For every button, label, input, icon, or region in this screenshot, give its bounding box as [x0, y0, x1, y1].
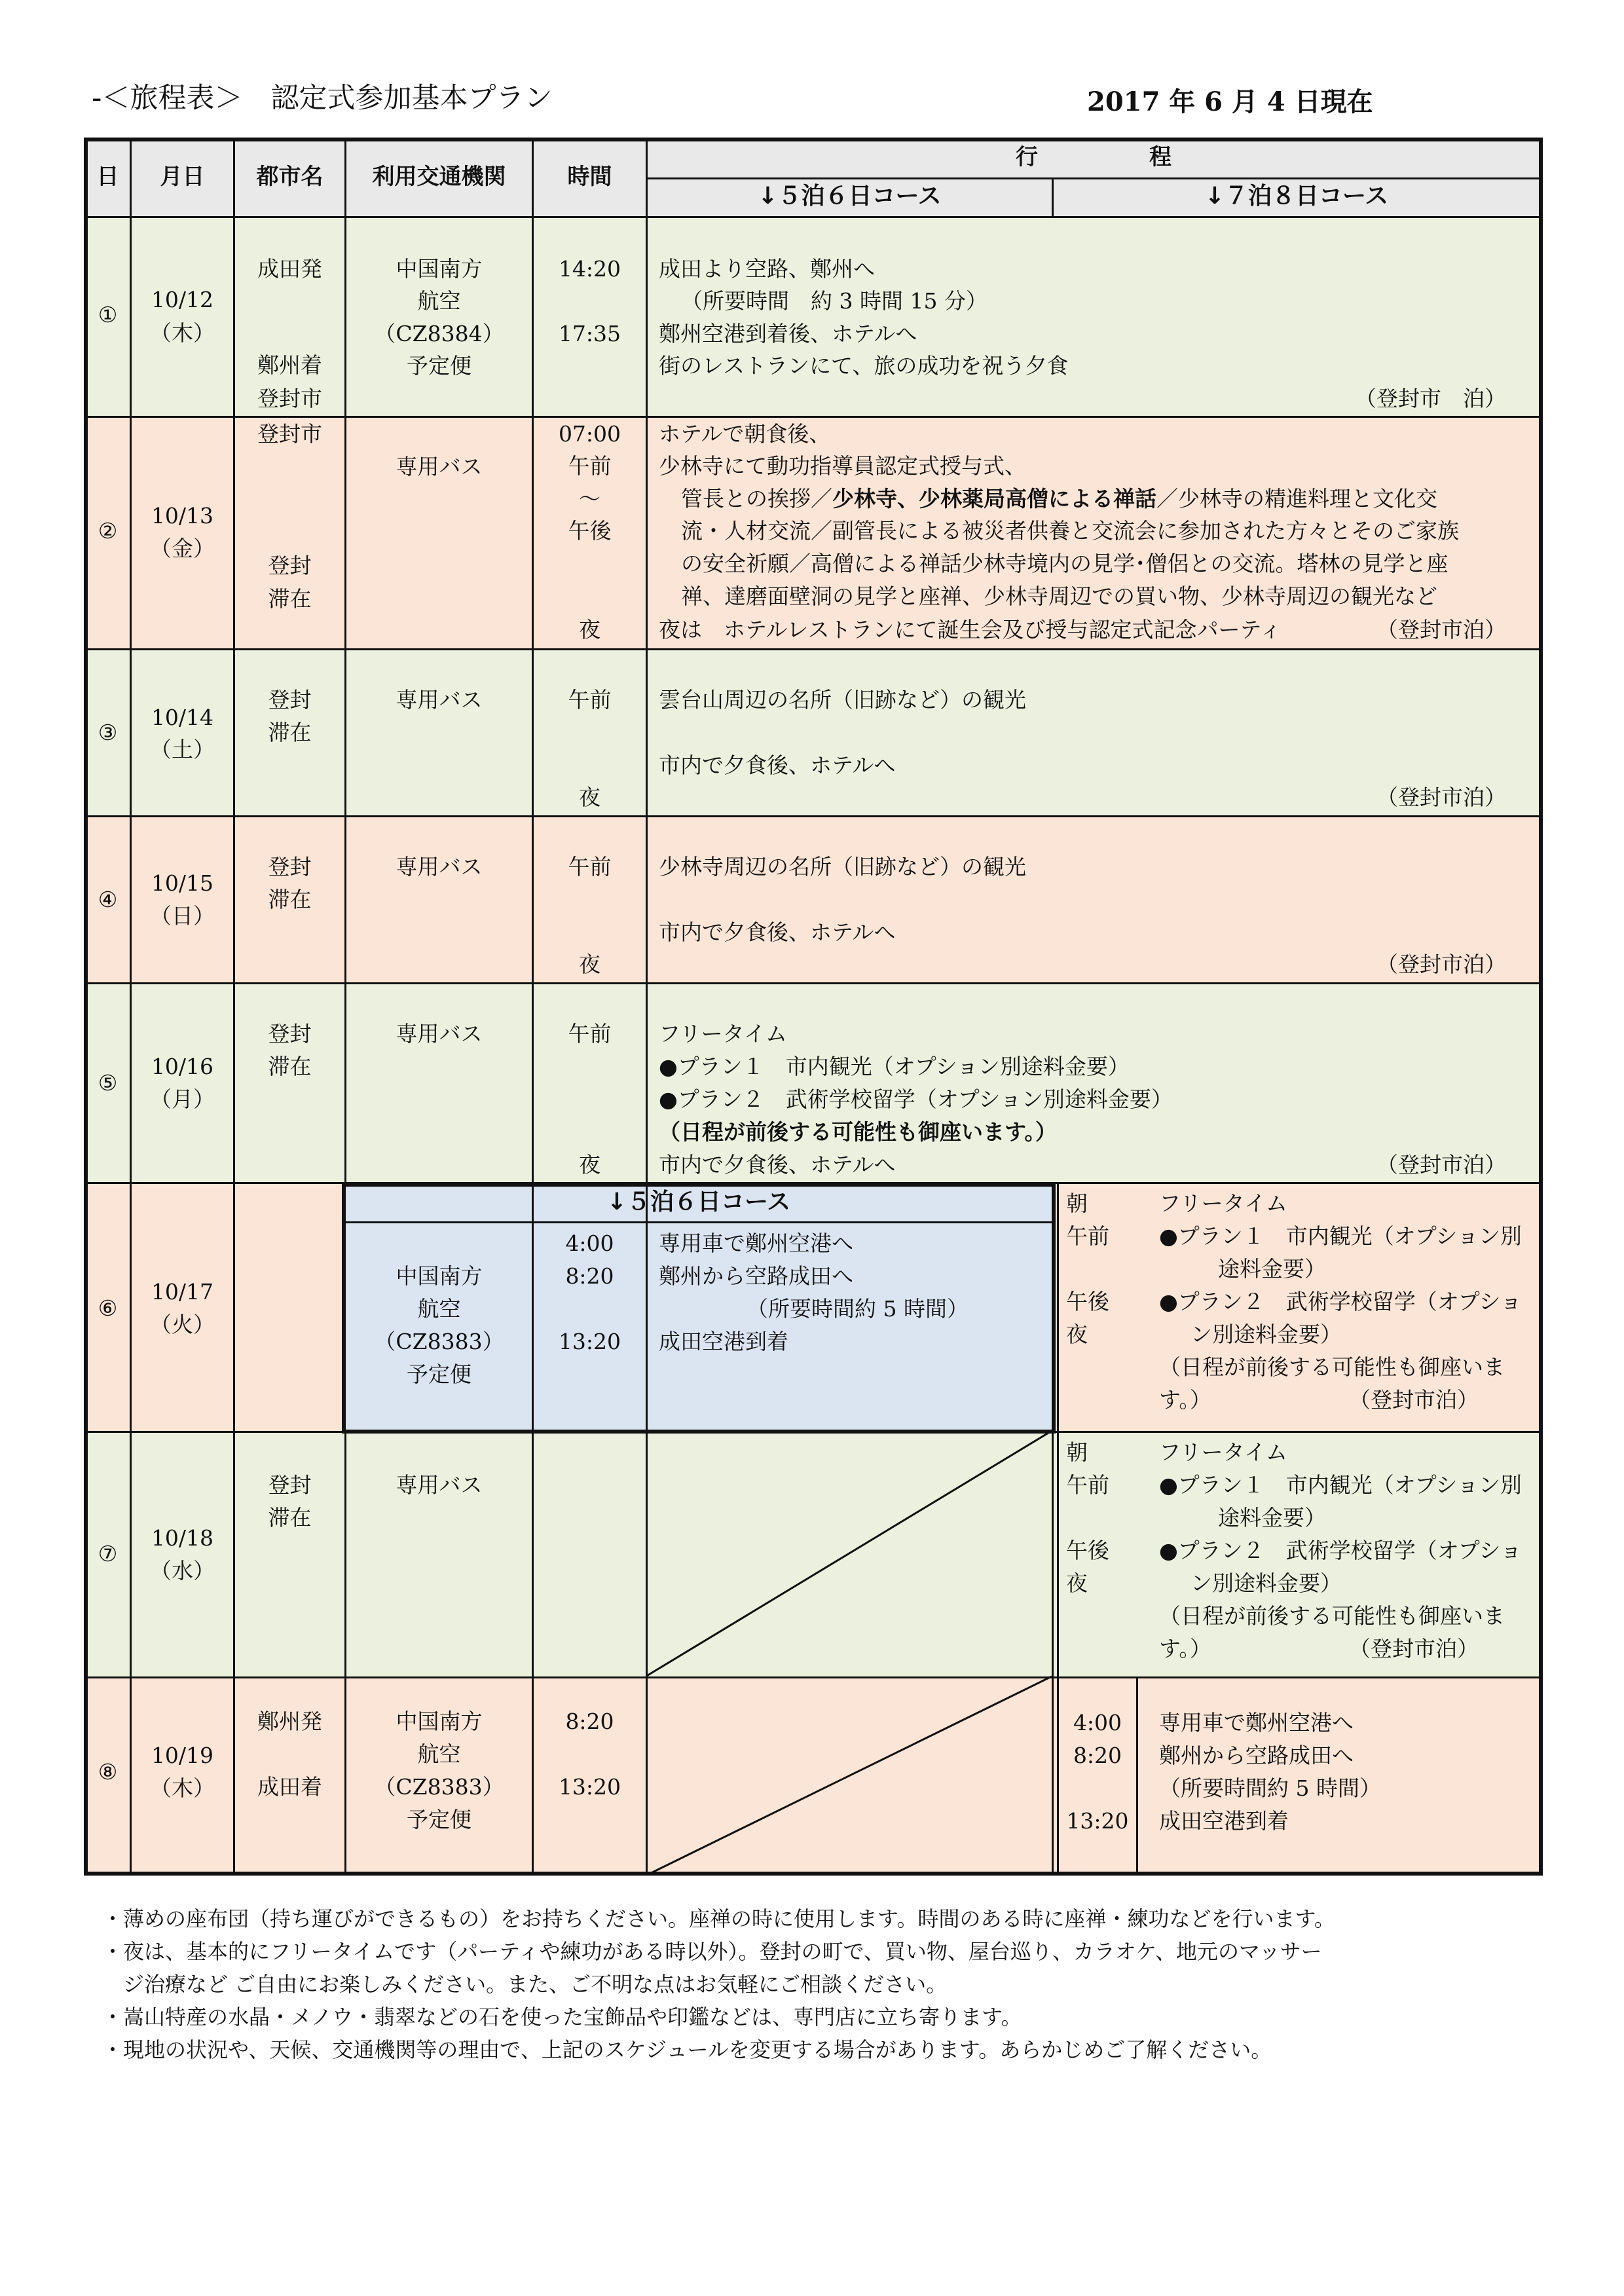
transport-line: （CZ8383）	[374, 1774, 504, 1800]
date: 10/14	[151, 705, 214, 730]
itinerary-text: 管長との挨拶／	[681, 486, 832, 511]
row-divider	[84, 216, 1543, 218]
time: 午前	[568, 1021, 612, 1046]
header-course7: ↓７泊８日コース	[1204, 183, 1389, 210]
city-arrive: 鄭州着	[257, 352, 322, 378]
time-label: 午後	[1066, 1289, 1109, 1314]
itinerary-line: 成田より空路、鄭州へ	[659, 256, 875, 282]
itinerary-line: ●プラン１ 市内観光（オプション別途料金要）	[659, 1054, 1130, 1079]
time-label: 午後	[1066, 1538, 1109, 1563]
date: 10/17	[151, 1279, 214, 1305]
itinerary-line: フリータイム	[1159, 1439, 1288, 1465]
header-city: 都市名	[256, 164, 323, 190]
itinerary-line: 夜は ホテルレストランにて誕生会及び授与認定式記念パーティ	[659, 617, 1282, 642]
time: 14:20	[558, 256, 621, 282]
day6-course-label: ↓５泊６日コース	[606, 1189, 791, 1215]
page-title: -＜旅程表＞ 認定式参加基本プラン	[92, 82, 553, 115]
itinerary-line: ●プラン２ 武術学校留学（オプショ	[1159, 1289, 1522, 1314]
time: 17:35	[558, 321, 621, 346]
weekday: （土）	[150, 737, 215, 762]
time: 4:00	[565, 1231, 614, 1256]
day-number: ④	[98, 887, 118, 912]
notes	[102, 1902, 1335, 2066]
date: 10/16	[151, 1054, 214, 1079]
header-monthday: 月日	[160, 164, 205, 190]
city: 滞在	[268, 720, 312, 745]
header-course5: ↓５泊６日コース	[758, 183, 942, 210]
itinerary-line: 街のレストランにて、旅の成功を祝う夕食	[659, 353, 1069, 379]
transport: 専用バス	[396, 1472, 483, 1498]
transport: 専用バス	[396, 687, 483, 713]
city-stay: 登封市	[257, 386, 322, 411]
overnight: （登封市泊）	[1349, 1387, 1479, 1413]
city: 登封	[268, 1021, 312, 1046]
transport-line: 予定便	[407, 353, 471, 379]
weekday: （金）	[150, 536, 215, 561]
time: 午前	[568, 453, 612, 479]
time-label: 朝	[1066, 1191, 1088, 1216]
time: 午前	[568, 687, 612, 713]
itinerary-line: す。）	[1159, 1387, 1211, 1413]
itinerary-line: 専用車で鄭州空港へ	[659, 1231, 853, 1256]
col-divider	[532, 138, 534, 1876]
itinerary-line: ●プラン２ 武術学校留学（オプショ	[1159, 1538, 1522, 1563]
itinerary-line: ン別途料金要）	[1190, 1322, 1342, 1347]
city: 登封	[268, 687, 312, 713]
time: 8:20	[565, 1263, 614, 1289]
time: 夜	[579, 785, 600, 810]
time: 夜	[579, 617, 600, 642]
as-of-date: 2017 年 6 月 4 日現在	[1087, 86, 1373, 117]
time: 午後	[568, 518, 612, 544]
date: 10/19	[151, 1743, 214, 1768]
note-line: ・現地の状況や、天候、交通機関等の理由で、上記のスケジュールを変更する場合があります。あらかじめご了解ください。	[102, 2037, 1272, 2062]
time-label: 午前	[1066, 1472, 1109, 1498]
city: 滞在	[268, 586, 312, 612]
itinerary-note: （日程が前後する可能性も御座います。）	[659, 1119, 1057, 1145]
transport-line: （CZ8384）	[374, 321, 504, 346]
weekday: （日）	[150, 903, 215, 929]
time-label: 朝	[1066, 1439, 1088, 1465]
itinerary-line: 雲台山周辺の名所（旧跡など）の観光	[659, 687, 1026, 713]
city-depart: 鄭州発	[257, 1709, 322, 1734]
city: 登封	[268, 1472, 312, 1498]
header-itinerary: 行 程	[1016, 144, 1172, 170]
itinerary-line: 少林寺にて動功指導員認定式授与式、	[659, 453, 1026, 479]
overnight: （登封市泊）	[1376, 1152, 1506, 1177]
itinerary-line: （所要時間 約 3 時間 15 分）	[681, 288, 987, 314]
city: 滞在	[268, 1505, 312, 1530]
transport-line: （CZ8383）	[374, 1329, 504, 1354]
itinerary-line: 成田空港到着	[659, 1329, 788, 1354]
note-line: ・薄めの座布団（持ち運びができるもの）をお持ちください。座禅の時に使用します。時間のある時に座禅・練功などを行います。	[102, 1906, 1335, 1931]
weekday: （月）	[150, 1086, 215, 1112]
weekday: （火）	[150, 1312, 215, 1337]
time: 4:00	[1073, 1710, 1122, 1735]
city: 登封	[268, 854, 312, 880]
transport-line: 予定便	[407, 1361, 471, 1387]
city-depart: 成田発	[257, 256, 322, 282]
itinerary-line: 専用車で鄭州空港へ	[1159, 1710, 1354, 1735]
transport-line: 予定便	[407, 1807, 471, 1832]
time: 8:20	[1073, 1743, 1122, 1768]
itinerary-line: ●プラン２ 武術学校留学（オプション別途料金要）	[659, 1086, 1173, 1112]
day-number: ③	[98, 720, 118, 745]
date: 10/13	[151, 503, 214, 528]
itinerary-line: ●プラン１ 市内観光（オプション別	[1159, 1223, 1522, 1249]
itinerary-line: 少林寺周辺の名所（旧跡など）の観光	[659, 854, 1026, 880]
time: ～	[579, 486, 600, 511]
time: 午前	[568, 854, 612, 880]
time: 夜	[579, 1152, 600, 1177]
itinerary-line: 市内で夕食後、ホテルへ	[659, 919, 896, 945]
day-number: ⑧	[98, 1759, 118, 1785]
overnight: （登封市泊）	[1376, 617, 1506, 642]
city: 滞在	[268, 887, 312, 912]
date: 10/15	[151, 870, 214, 896]
itinerary-line: 鄭州空港到着後、ホテルへ	[659, 321, 917, 346]
overnight: （登封市 泊）	[1355, 386, 1506, 411]
transport-line: 航空	[417, 1741, 461, 1767]
time: 13:20	[558, 1329, 621, 1354]
itinerary-line: 流・人材交流／副管長による被災者供養と交流会に参加された方々とそのご家族	[681, 518, 1459, 544]
time: 8:20	[565, 1709, 614, 1734]
note-line: ジ治療など ご自由にお楽しみください。また、ご不明な点はお気軽にご相談ください。	[102, 1972, 948, 1997]
time: 夜	[579, 952, 600, 977]
transport: 専用バス	[396, 854, 483, 880]
itinerary-line: の安全祈願／高僧による禅話少林寺境内の見学･僧侶との交流。塔林の見学と座	[681, 551, 1449, 576]
itinerary-line: 成田空港到着	[1159, 1808, 1289, 1834]
itinerary-line: 市内で夕食後、ホテルへ	[659, 752, 896, 778]
time-label: 夜	[1066, 1322, 1088, 1347]
transport: 専用バス	[396, 1021, 483, 1046]
note-line: ・嵩山特産の水晶・メノウ・翡翠などの石を使った宝飾品や印鑑などは、専門店に立ち寄ります。	[102, 2005, 1022, 2029]
day-number: ⑤	[98, 1070, 118, 1096]
transport-line: 中国南方	[396, 256, 483, 282]
row-divider	[84, 982, 1543, 984]
itinerary-line: （日程が前後する可能性も御座いま	[1159, 1354, 1505, 1380]
city-arrive: 成田着	[257, 1774, 322, 1800]
city: 登封市	[257, 421, 322, 447]
itinerary-line: 市内で夕食後、ホテルへ	[659, 1152, 896, 1177]
time: 13:20	[558, 1774, 621, 1800]
header-transport: 利用交通機関	[372, 164, 506, 190]
transport: 専用バス	[396, 454, 483, 479]
transport-line: 航空	[417, 1296, 461, 1322]
header-time: 時間	[567, 164, 612, 190]
date: 10/18	[151, 1525, 214, 1551]
itinerary-line: （所要時間約 5 時間）	[747, 1296, 969, 1322]
overnight: （登封市泊）	[1376, 785, 1506, 810]
date: 10/12	[151, 287, 214, 312]
itinerary-line: （所要時間約 5 時間）	[1159, 1775, 1381, 1801]
city: 滞在	[268, 1054, 312, 1079]
row-divider	[84, 648, 1543, 650]
transport-line: 中国南方	[396, 1709, 483, 1734]
empty-cell-strike	[646, 1431, 1052, 1876]
transport-line: 航空	[417, 288, 461, 314]
weekday: （木）	[150, 320, 215, 346]
itinerary-line	[681, 482, 1437, 515]
day-number: ①	[98, 302, 118, 327]
weekday: （木）	[150, 1775, 215, 1801]
itinerary-line: 途料金要）	[1218, 1505, 1326, 1530]
weekday: （水）	[150, 1558, 215, 1583]
itinerary-text: ／少林寺の精進料理と文化交	[1156, 486, 1437, 511]
note-line: ・夜は、基本的にフリータイムです（パーティや練功がある時以外）。登封の町で、買い物、屋台巡り、カラオケ、地元のマッサー	[102, 1939, 1322, 1964]
itinerary-line: フリータイム	[659, 1021, 788, 1046]
overnight: （登封市泊）	[1349, 1636, 1479, 1661]
itinerary-line: 鄭州から空路成田へ	[1159, 1743, 1354, 1768]
itinerary-line: ホテルで朝食後、	[659, 421, 831, 447]
itinerary-line: 禅、達磨面壁洞の見学と座禅、少林寺周辺での買い物、少林寺周辺の観光など	[681, 583, 1437, 609]
time: 07:00	[558, 421, 621, 447]
itinerary-line: フリータイム	[1159, 1191, 1288, 1216]
time-label: 夜	[1066, 1570, 1088, 1596]
itinerary-line: ン別途料金要）	[1190, 1570, 1342, 1596]
row-divider	[84, 815, 1543, 817]
itinerary-line: ●プラン１ 市内観光（オプション別	[1159, 1472, 1522, 1498]
time-label: 午前	[1066, 1223, 1109, 1249]
itinerary-highlight: 少林寺、少林薬局高僧による禅話	[832, 486, 1156, 511]
itinerary-line: （日程が前後する可能性も御座いま	[1159, 1603, 1505, 1629]
itinerary-line: 途料金要）	[1218, 1256, 1326, 1282]
itinerary-line: す。）	[1159, 1636, 1211, 1661]
itinerary-line: 鄭州から空路成田へ	[659, 1263, 853, 1289]
day-number: ⑥	[98, 1295, 118, 1321]
time: 13:20	[1066, 1808, 1129, 1834]
header-day: 日	[96, 164, 119, 190]
day-number: ②	[98, 518, 118, 544]
day-number: ⑦	[98, 1541, 118, 1566]
col-divider	[130, 138, 132, 1876]
overnight: （登封市泊）	[1376, 952, 1506, 977]
transport-line: 中国南方	[396, 1263, 483, 1289]
day8-time-divider	[1136, 1676, 1138, 1876]
city: 登封	[268, 553, 312, 578]
